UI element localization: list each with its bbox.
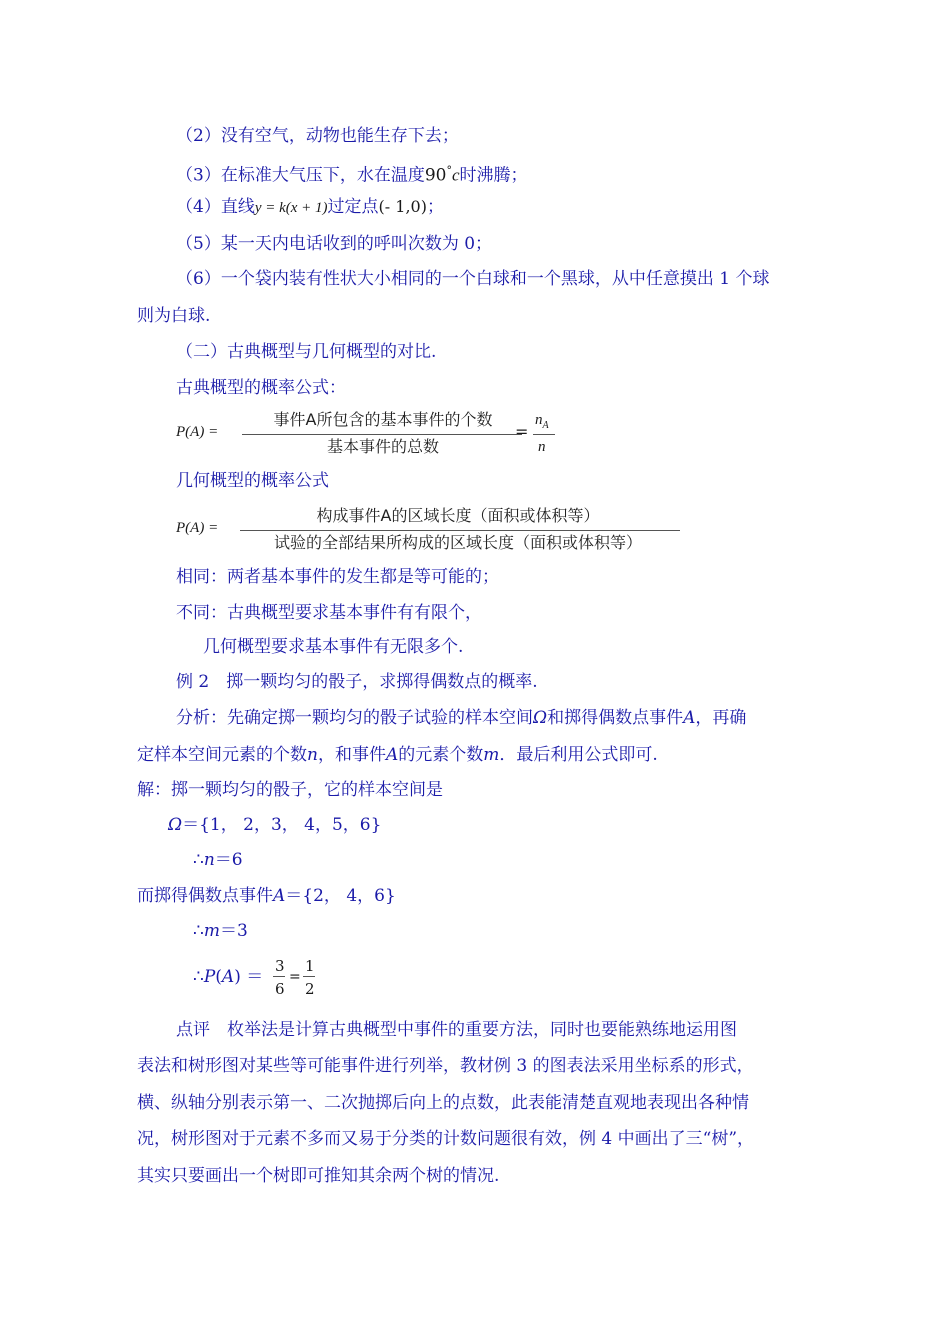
item-6-line-1: （6）一个袋内装有性状大小相同的一个白球和一个黑球，从中任意摸出 1 个球 bbox=[176, 269, 770, 289]
analysis2-text-b: ，和事件 bbox=[317, 745, 386, 765]
m-equals bbox=[193, 920, 248, 942]
degree-symbol: ° bbox=[446, 164, 452, 177]
therefore-1: ∴ bbox=[193, 850, 204, 870]
same-point: 相同：两者基本事件的发生都是等可能的； bbox=[176, 567, 499, 587]
item-3-text-a: （3）在标准大气压下，水在温度 bbox=[176, 165, 425, 186]
event-a-set bbox=[137, 885, 396, 907]
probability-result bbox=[193, 954, 353, 1000]
analysis2-text-d: ．最后利用公式即可. bbox=[499, 745, 658, 765]
event-a-text: 而掷得偶数点事件 bbox=[137, 886, 273, 906]
var-n: n bbox=[307, 745, 318, 765]
classic-formula bbox=[176, 408, 596, 460]
sample-space bbox=[168, 814, 381, 836]
frac2-numerator: 1 bbox=[305, 957, 315, 975]
frac1-numerator: 3 bbox=[275, 957, 285, 975]
formula1-n-sub-A bbox=[535, 409, 549, 437]
geometric-formula bbox=[176, 504, 696, 556]
therefore-3: ∴ bbox=[193, 967, 204, 987]
paren-open: ( bbox=[215, 967, 222, 987]
m-var: m bbox=[203, 921, 220, 941]
paren-close-equals: ) ＝ bbox=[234, 967, 264, 987]
n-equals bbox=[193, 849, 243, 871]
formula1-n: n bbox=[535, 412, 543, 428]
omega-symbol: Ω bbox=[533, 708, 548, 728]
example-2: 例 2 掷一颗均匀的骰子，求掷得偶数点的概率. bbox=[176, 672, 538, 692]
item-3 bbox=[176, 160, 528, 187]
item-4 bbox=[176, 196, 444, 219]
frac2-denominator: 2 bbox=[305, 980, 315, 998]
celsius-c: c bbox=[451, 165, 460, 185]
review-line-3: 横、纵轴分别表示第一、二次抛掷后向上的点数，此表能清楚直观地表现出各种情 bbox=[137, 1093, 749, 1113]
diff-point-1: 不同：古典概型要求基本事件有有限个， bbox=[176, 603, 482, 623]
formula1-numerator: 事件A所包含的基本事件的个数 bbox=[273, 410, 493, 429]
diff-point-2: 几何概型要求基本事件有无限多个. bbox=[203, 637, 464, 657]
formula2-bar bbox=[240, 530, 680, 531]
event-a-var: A bbox=[273, 886, 286, 906]
review-line-2: 表法和树形图对某些等可能事件进行列举，教材例 3 的图表法采用坐标系的形式， bbox=[137, 1056, 754, 1076]
analysis-text-c: ，再确 bbox=[695, 708, 747, 728]
event-a-values: ＝{2， 4，6} bbox=[285, 886, 396, 906]
formula2-numerator: 构成事件A的区域长度（面积或体积等） bbox=[316, 506, 600, 525]
a-symbol: A bbox=[221, 967, 235, 987]
formula2-denominator: 试验的全部结果所构成的区域长度（面积或体积等） bbox=[273, 533, 642, 552]
analysis-line-2 bbox=[137, 744, 658, 766]
section-title: （二）古典概型与几何概型的对比. bbox=[176, 342, 437, 362]
omega-set-symbol: Ω bbox=[168, 815, 183, 835]
geometric-formula-title: 几何概型的概率公式 bbox=[176, 471, 329, 491]
formula1-lhs: P(A) = bbox=[176, 424, 219, 440]
temperature-value: 90 bbox=[424, 165, 447, 186]
event-a: A bbox=[683, 708, 696, 728]
classic-formula-title: 古典概型的概率公式： bbox=[176, 378, 346, 398]
formula2-lhs: P(A) = bbox=[176, 520, 219, 536]
frac1-bar bbox=[273, 976, 285, 977]
therefore-2: ∴ bbox=[193, 921, 204, 941]
item-5: （5）某一天内电话收到的呼叫次数为 0； bbox=[176, 234, 493, 254]
p-symbol: P bbox=[203, 967, 216, 987]
n-var: n bbox=[203, 850, 215, 870]
review-line-1: 点评 枚举法是计算古典概型中事件的重要方法，同时也要能熟练地运用图 bbox=[176, 1020, 737, 1040]
item-6-line-2: 则为白球. bbox=[137, 306, 211, 326]
item-4-text-c: ； bbox=[426, 197, 444, 217]
fixed-point: (- 1,0) bbox=[378, 197, 427, 216]
formula1-n-den: n bbox=[538, 439, 546, 455]
frac1-denominator: 6 bbox=[275, 980, 285, 998]
analysis-line-1 bbox=[176, 707, 746, 729]
formula1-sub: A bbox=[542, 420, 549, 431]
m-value: ＝3 bbox=[219, 921, 248, 941]
event-a-2: A bbox=[385, 745, 399, 765]
formula1-denominator: 基本事件的总数 bbox=[326, 437, 439, 456]
item-4-text-a: （4）直线 bbox=[176, 197, 255, 217]
var-m: m bbox=[483, 745, 500, 765]
item-3-text-b: 时沸腾； bbox=[459, 165, 528, 186]
formula1-bar2 bbox=[533, 434, 555, 435]
analysis-text-b: 和掷得偶数点事件 bbox=[547, 708, 684, 728]
analysis2-text-a: 定样本空间元素的个数 bbox=[137, 745, 307, 765]
review-line-4: 况，树形图对于元素不多而又易于分类的计数问题很有效，例 4 中画出了三“树”， bbox=[137, 1129, 755, 1149]
frac2-bar bbox=[303, 976, 315, 977]
n-value: ＝6 bbox=[214, 850, 243, 870]
line-equation: y = k(x + 1) bbox=[254, 200, 328, 216]
solution-intro: 解：掷一颗均匀的骰子，它的样本空间是 bbox=[137, 780, 443, 800]
analysis-text-a: 分析：先确定掷一颗均匀的骰子试验的样本空间 bbox=[176, 708, 533, 728]
sample-space-set: ＝{1， 2，3， 4，5，6} bbox=[182, 815, 382, 835]
formula1-bar bbox=[242, 434, 522, 435]
item-2: （2）没有空气，动物也能生存下去； bbox=[176, 126, 459, 146]
analysis2-text-c: 的元素个数 bbox=[398, 745, 484, 765]
formula1-equals: = bbox=[515, 422, 529, 441]
frac-equals: = bbox=[289, 969, 301, 985]
item-4-text-b: 过定点 bbox=[327, 197, 379, 217]
review-line-5: 其实只要画出一个树即可推知其余两个树的情况. bbox=[137, 1166, 500, 1186]
